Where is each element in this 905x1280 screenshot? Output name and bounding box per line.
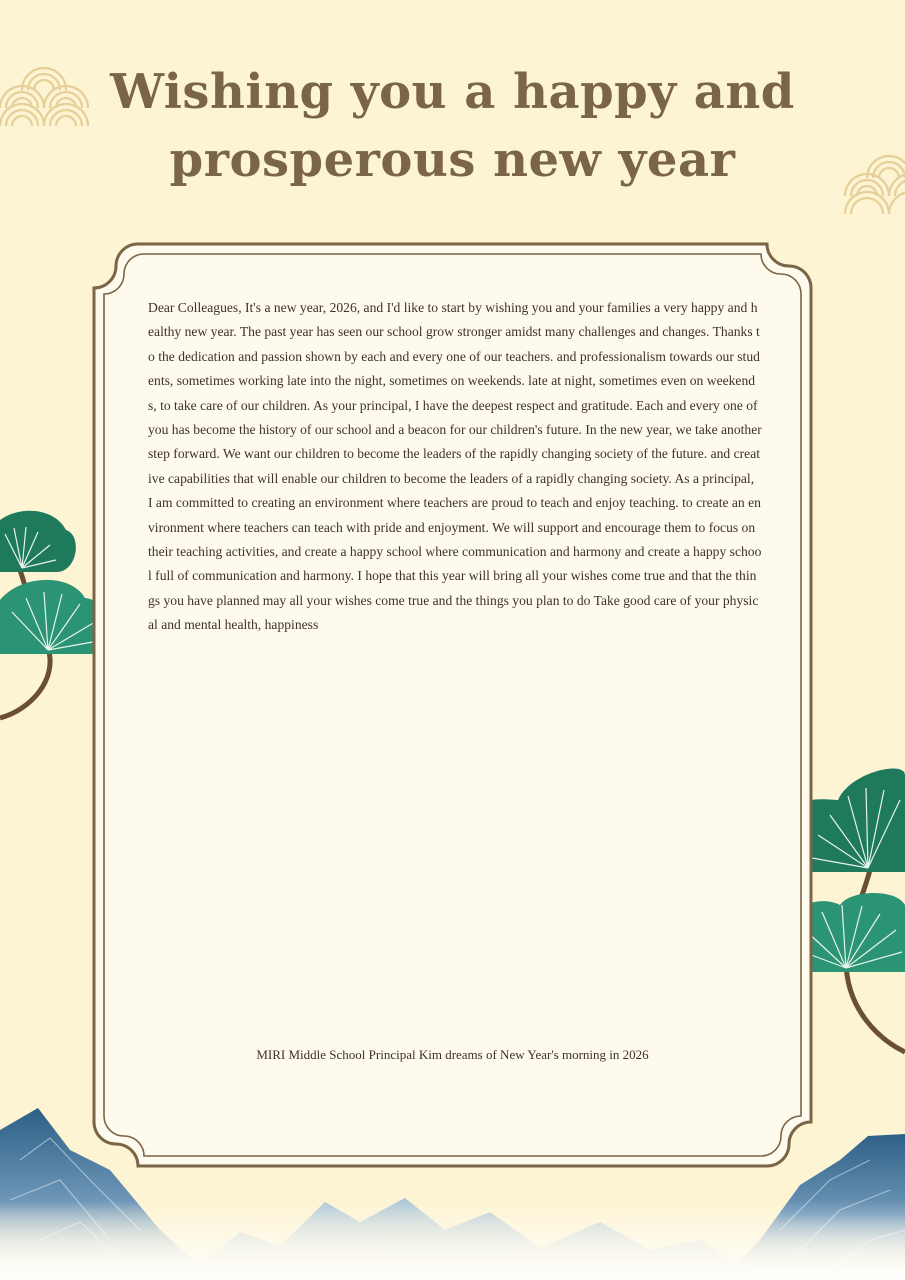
- title-line-2: prosperous new year: [169, 132, 736, 188]
- letter-body-text: Dear Colleagues, It's a new year, 2026, and I'd like to start by wishing you and your families a very happy and healthy new year. The past year has seen our school grow stronger amidst many challenges and changes. Thanks to the dedication and passion shown by each and every one of our teachers. and professionalism towards our students, sometimes working late into the night, sometimes on weekends. late at night, sometimes even on weekends, to take care of our children. As your principal, I have the deepest respect and gratitude. Each and every one of you has become the history of our school and a beacon for our children's future. In the new year, we take another step forward. We want our children to become the leaders of the rapidly changing society of the future. and creative capabilities that will enable our children to become the leaders of a rapidly changing society. As a principal, I am committed to creating an environment where teachers are proud to teach and enjoy teaching. to create an environment where teachers can teach with pride and enjoyment. We will support and encourage them to focus on their teaching activities, and create a happy school where communication and harmony and create a happy school full of communication and harmony. I hope that this year will bring all your wishes come true and that the things you have planned may all your wishes come true and the things you plan to do Take good care of your physical and mental health, happiness: [148, 300, 762, 633]
- page-title: [0, 58, 905, 194]
- signature-line: MIRI Middle School Principal Kim dreams of New Year's morning in 2026: [256, 1047, 649, 1062]
- title-line-1: Wishing you a happy and: [110, 64, 795, 120]
